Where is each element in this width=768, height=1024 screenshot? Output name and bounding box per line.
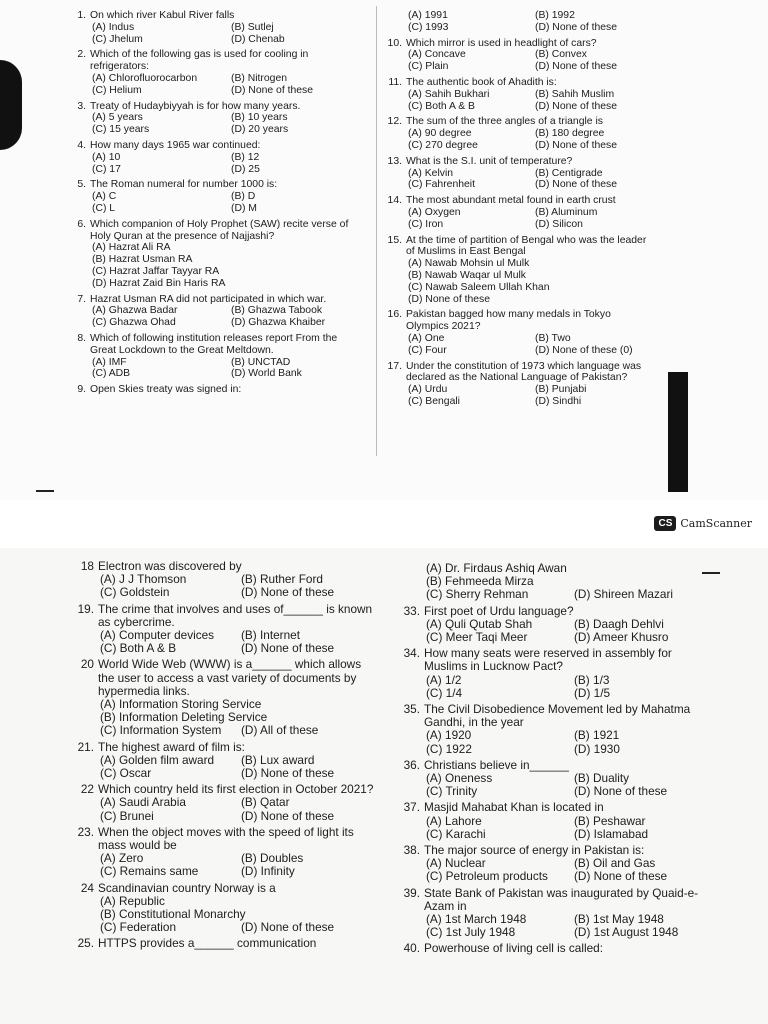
- question-item: [68, 333, 364, 380]
- answer-option: (B) Convex: [535, 49, 587, 61]
- question-item: [68, 140, 364, 175]
- question-text: State Bank of Pakistan was inaugurated by Quaid-e-Azam in: [424, 885, 699, 913]
- answer-option: (B) Constitutional Monarchy: [100, 907, 246, 922]
- answer-option: (D) None of these: [574, 869, 668, 884]
- answer-option: (B) 1921: [574, 728, 620, 743]
- answer-option: (D) Hazrat Zaid Bin Haris RA: [92, 277, 226, 289]
- answer-option: (A) Concave: [408, 49, 466, 61]
- answer-options: [406, 49, 656, 73]
- answer-options: [406, 384, 656, 408]
- answer-option: (A) One: [408, 332, 445, 344]
- answer-option: (D) None of these (0): [535, 344, 633, 356]
- answer-option: (A) Kelvin: [408, 167, 454, 179]
- answer-options: [424, 815, 716, 841]
- question-text: Which country held its first election in October 2021?: [98, 782, 374, 797]
- answer-option: (C) ADB: [92, 368, 131, 380]
- question-number: 17.: [387, 360, 402, 372]
- answer-option: (D) 25: [231, 163, 260, 175]
- question-number: 11.: [388, 76, 402, 88]
- question-number: 35.: [403, 702, 420, 717]
- answer-options: [424, 562, 716, 602]
- answer-option: (C) 270 degree: [408, 139, 478, 151]
- answer-options: [90, 112, 364, 136]
- question-text: Which companion of Holy Prophet (SAW) recite verse of Holy Quran at the presence of Najjashi?: [90, 218, 349, 242]
- answer-options: [424, 857, 716, 883]
- answer-option: (A) Nuclear: [426, 856, 486, 871]
- answer-option: (A) 1st March 1948: [426, 912, 527, 927]
- answer-option: (C) 15 years: [92, 124, 150, 136]
- answer-options: [406, 207, 656, 231]
- answer-option: (C) 17: [92, 163, 121, 175]
- answer-option: (A) Nawab Mohsin ul Mulk: [408, 258, 530, 270]
- scan-mark: [702, 572, 720, 574]
- answer-options: [406, 128, 656, 152]
- question-text: The Roman numeral for number 1000 is:: [90, 179, 278, 191]
- answer-option: (A) Saudi Arabia: [100, 795, 186, 810]
- answer-options: [98, 895, 376, 935]
- answer-option: (D) 1st August 1948: [574, 925, 679, 940]
- answer-options: [424, 618, 716, 644]
- answer-option: (D) None of these: [241, 808, 335, 823]
- question-item: [72, 741, 376, 781]
- question-text: The authentic book of Ahadith is:: [406, 76, 557, 88]
- question-item: [384, 38, 656, 73]
- question-number: 21.: [77, 739, 94, 754]
- answer-option: (A) Ghazwa Badar: [92, 305, 178, 317]
- answer-option: (C) Plain: [408, 61, 449, 73]
- answer-options: [98, 852, 376, 878]
- answer-options: [406, 89, 656, 113]
- question-number: 14.: [387, 195, 402, 207]
- answer-option: (C) Nawab Saleem Ullah Khan: [408, 281, 550, 293]
- answer-option: (D) Chenab: [231, 33, 285, 45]
- answer-option: (A) Chlorofluorocarbon: [92, 72, 198, 84]
- question-number: 13.: [387, 155, 402, 167]
- answer-options: [90, 73, 364, 97]
- question-text: Powerhouse of living cell is called:: [424, 941, 604, 956]
- question-text: The major source of energy in Pakistan is:: [424, 843, 645, 858]
- answer-option: (B) 12: [231, 151, 260, 163]
- answer-options: [406, 10, 656, 34]
- question-item: [384, 156, 656, 191]
- question-item: [398, 605, 716, 645]
- answer-option: (B) Daagh Dehlvi: [574, 616, 664, 631]
- question-number: 2.: [77, 49, 86, 61]
- left-question-column: [72, 560, 376, 954]
- question-item: [398, 942, 716, 955]
- answer-option: (D) M: [231, 202, 257, 214]
- answer-option: (B) Information Deleting Service: [100, 710, 268, 725]
- scan-shadow: [668, 372, 688, 492]
- answer-option: (C) Helium: [92, 84, 142, 96]
- answer-options: [424, 772, 716, 798]
- answer-option: (C) Bengali: [408, 395, 460, 407]
- answer-option: (D) Ghazwa Khaiber: [231, 317, 326, 329]
- answer-option: (B) Punjabi: [535, 384, 587, 396]
- answer-option: (A) Dr. Firdaus Ashiq Awan: [426, 561, 567, 575]
- question-item: [72, 826, 376, 879]
- answer-option: (B) UNCTAD: [231, 356, 291, 368]
- answer-option: (A) Oneness: [426, 771, 493, 786]
- answer-option: (A) Quli Qutab Shah: [426, 616, 533, 631]
- answer-option: (D) Silicon: [535, 218, 583, 230]
- answer-option: (B) Aluminum: [535, 206, 598, 218]
- question-item: [72, 882, 376, 935]
- answer-option: (B) Qatar: [241, 795, 290, 810]
- question-text: How many seats were reserved in assembly for Muslims in Lucknow Pact?: [424, 646, 672, 674]
- answer-option: (C) L: [92, 202, 116, 214]
- answer-options: [90, 242, 364, 289]
- answer-option: (A) Urdu: [408, 384, 448, 396]
- question-number: 36.: [403, 757, 420, 772]
- answer-option: (C) 1/4: [426, 685, 463, 700]
- answer-option: (B) Sutlej: [231, 21, 274, 33]
- question-number: 20: [80, 657, 94, 672]
- answer-option: (D) None of these: [535, 139, 618, 151]
- page-gap: [0, 500, 768, 548]
- question-number: 3.: [77, 100, 86, 112]
- answer-option: (C) Information System: [100, 723, 222, 738]
- question-number: 24: [80, 880, 94, 895]
- answer-option: (C) Fahrenheit: [408, 179, 475, 191]
- answer-option: (A) IMF: [92, 356, 127, 368]
- question-number: 1.: [77, 10, 86, 21]
- answer-option: (D) None of these: [535, 179, 618, 191]
- answer-option: (D) None of these: [241, 920, 335, 935]
- answer-option: (D) 20 years: [231, 124, 289, 136]
- answer-option: (A) Sahih Bukhari: [408, 88, 490, 100]
- answer-option: (C) Jhelum: [92, 33, 143, 45]
- question-text: The Civil Disobedience Movement led by Mahatma Gandhi, in the year: [424, 702, 691, 730]
- question-item: [398, 844, 716, 884]
- scan-mark: [36, 490, 54, 492]
- question-text: The sum of the three angles of a triangle is: [406, 116, 603, 128]
- answer-option: (D) Sindhi: [535, 395, 582, 407]
- question-item: [384, 77, 656, 112]
- answer-option: (A) 1991: [408, 10, 448, 21]
- question-text: How many days 1965 war continued:: [90, 139, 261, 151]
- question-item: [384, 361, 656, 408]
- question-number: 9.: [77, 384, 86, 396]
- question-item: [398, 759, 716, 799]
- answer-options: [406, 258, 656, 305]
- question-text: Open Skies treaty was signed in:: [90, 384, 242, 396]
- answer-option: (B) 1992: [535, 10, 575, 21]
- question-item: [72, 658, 376, 737]
- answer-option: (B) Two: [535, 332, 571, 344]
- answer-option: (D) All of these: [241, 723, 319, 738]
- answer-option: (D) Islamabad: [574, 826, 649, 841]
- left-question-column: [68, 10, 364, 400]
- question-text: First poet of Urdu language?: [424, 603, 574, 618]
- question-text: The highest award of film is:: [98, 739, 245, 754]
- question-text: Under the constitution of 1973 which language was declared as the National Language of Pakistan?: [406, 360, 642, 384]
- answer-option: (D) Ameer Khusro: [574, 630, 669, 645]
- answer-option: (D) 1930: [574, 741, 620, 756]
- question-text: Treaty of Hudaybiyyah is for how many years.: [90, 100, 301, 112]
- camscanner-watermark: [654, 516, 752, 531]
- question-number: 12.: [387, 116, 402, 128]
- answer-option: (B) Duality: [574, 771, 630, 786]
- answer-option: (A) Golden film award: [100, 752, 215, 767]
- answer-option: (A) Lahore: [426, 813, 482, 828]
- question-number: 23.: [77, 824, 94, 839]
- answer-option: (A) J J Thomson: [100, 572, 187, 587]
- question-item: [68, 49, 364, 96]
- question-text: The crime that involves and uses of______ is known as cybercrime.: [98, 601, 373, 629]
- question-item: [72, 603, 376, 656]
- question-number: 40.: [403, 941, 420, 956]
- answer-option: (D) None of these: [241, 585, 335, 600]
- answer-option: (D) World Bank: [231, 368, 302, 380]
- answer-option: (C) Both A & B: [408, 100, 475, 112]
- answer-options: [424, 913, 716, 939]
- scanned-page-top: [0, 0, 768, 500]
- answer-option: (B) Centigrade: [535, 167, 603, 179]
- answer-options: [98, 629, 376, 655]
- answer-option: (A) Zero: [100, 851, 144, 866]
- answer-option: (A) Computer devices: [100, 628, 215, 643]
- answer-option: (B) Doubles: [241, 851, 304, 866]
- answer-option: (A) 90 degree: [408, 128, 472, 140]
- question-number: 7.: [77, 293, 86, 305]
- question-item: [72, 783, 376, 823]
- answer-option: (B) Lux award: [241, 752, 315, 767]
- question-text: At the time of partition of Bengal who was the leader of Muslims in East Bengal: [406, 234, 647, 258]
- answer-option: (A) 5 years: [92, 112, 143, 124]
- question-number: 37.: [403, 800, 420, 815]
- answer-option: (A) 10: [92, 151, 121, 163]
- column-divider: [376, 6, 377, 456]
- question-number: 15.: [387, 234, 402, 246]
- answer-option: (D) 1/5: [574, 685, 611, 700]
- question-text: On which river Kabul River falls: [90, 10, 235, 21]
- answer-option: (D) None of these: [535, 21, 618, 33]
- answer-option: (C) Brunei: [100, 808, 154, 823]
- question-item: [398, 562, 716, 602]
- question-item: [384, 309, 656, 356]
- right-question-column: [398, 562, 716, 959]
- question-number: 5.: [77, 179, 86, 191]
- answer-option: (C) Goldstein: [100, 585, 170, 600]
- answer-options: [424, 674, 716, 700]
- answer-option: (C) 1993: [408, 21, 449, 33]
- question-text: Electron was discovered by: [98, 559, 242, 573]
- question-text: Which of following institution releases report From the Great Lockdown to the Great Meltdown.: [90, 332, 338, 356]
- answer-option: (D) None of these: [574, 784, 668, 799]
- answer-options: [98, 573, 376, 599]
- answer-option: (D) None of these: [535, 100, 618, 112]
- answer-option: (A) Oxygen: [408, 206, 461, 218]
- answer-option: (C) Iron: [408, 218, 444, 230]
- scan-shadow: [0, 60, 22, 150]
- question-item: [398, 887, 716, 940]
- answer-options: [406, 333, 656, 357]
- question-number: 25.: [77, 936, 94, 951]
- question-item: [68, 179, 364, 214]
- question-item: [68, 294, 364, 329]
- question-number: 6.: [77, 218, 86, 230]
- answer-options: [98, 698, 376, 738]
- answer-option: (B) Peshawar: [574, 813, 646, 828]
- answer-option: (C) Four: [408, 344, 447, 356]
- question-number: 33.: [403, 603, 420, 618]
- question-number: 19.: [77, 601, 94, 616]
- question-item: [68, 10, 364, 45]
- question-item: [384, 10, 656, 34]
- question-item: [68, 101, 364, 136]
- question-item: [384, 116, 656, 151]
- question-item: [398, 647, 716, 700]
- question-number: 8.: [77, 332, 86, 344]
- answer-option: (A) 1920: [426, 728, 472, 743]
- answer-option: (C) Remains same: [100, 864, 199, 879]
- question-number: 39.: [403, 885, 420, 900]
- answer-option: (C) Hazrat Jaffar Tayyar RA: [92, 265, 220, 277]
- answer-option: (B) Oil and Gas: [574, 856, 656, 871]
- answer-option: (B) Internet: [241, 628, 301, 643]
- question-item: [72, 937, 376, 950]
- answer-option: (C) Petroleum products: [426, 869, 548, 884]
- answer-option: (A) 1/2: [426, 672, 462, 687]
- question-item: [398, 801, 716, 841]
- answer-option: (B) Ruther Ford: [241, 572, 323, 587]
- question-number: 38.: [403, 843, 420, 858]
- answer-options: [98, 796, 376, 822]
- question-text: Which of the following gas is used for cooling in refrigerators:: [90, 49, 309, 73]
- question-text: The most abundant metal found in earth crust: [406, 195, 616, 207]
- question-text: Christians believe in______: [424, 757, 569, 772]
- answer-option: (C) Both A & B: [100, 641, 177, 656]
- question-item: [384, 195, 656, 230]
- answer-option: (A) Information Storing Service: [100, 697, 262, 712]
- answer-option: (C) Karachi: [426, 826, 486, 841]
- question-item: [72, 560, 376, 600]
- answer-option: (D) None of these: [408, 293, 491, 305]
- answer-option: (B) Hazrat Usman RA: [92, 254, 193, 266]
- answer-options: [90, 22, 364, 46]
- question-number: 34.: [403, 646, 420, 661]
- answer-option: (B) Nawab Waqar ul Mulk: [408, 269, 526, 281]
- question-text: What is the S.I. unit of temperature?: [406, 155, 573, 167]
- answer-option: (B) D: [231, 191, 256, 203]
- question-item: [68, 384, 364, 396]
- answer-option: (D) Infinity: [241, 864, 295, 879]
- answer-option: (B) Sahih Muslim: [535, 88, 615, 100]
- question-number: 4.: [77, 139, 86, 151]
- answer-option: (B) 10 years: [231, 112, 288, 124]
- answer-option: (D) Shireen Mazari: [574, 587, 673, 602]
- question-text: When the object moves with the speed of light its mass would be: [98, 824, 354, 853]
- answer-option: (A) Indus: [92, 21, 135, 33]
- answer-option: (B) Fehmeeda Mirza: [426, 574, 534, 589]
- question-number: 18: [80, 559, 94, 573]
- answer-option: (C) 1st July 1948: [426, 925, 516, 940]
- answer-option: (D) None of these: [241, 641, 335, 656]
- answer-option: (D) None of these: [241, 766, 335, 781]
- answer-option: (C) Sherry Rehman: [426, 587, 529, 602]
- question-text: HTTPS provides a______ communication: [98, 936, 317, 951]
- answer-options: [90, 305, 364, 329]
- question-item: [398, 703, 716, 756]
- answer-option: (B) 180 degree: [535, 128, 605, 140]
- answer-option: (D) None of these: [231, 84, 314, 96]
- camscanner-logo-icon: CS: [654, 516, 676, 531]
- answer-options: [90, 357, 364, 381]
- answer-options: [424, 729, 716, 755]
- answer-option: (D) None of these: [535, 61, 618, 73]
- answer-options: [98, 754, 376, 780]
- camscanner-label: CamScanner: [680, 517, 752, 530]
- answer-option: (B) 1st May 1948: [574, 912, 664, 927]
- question-text: World Wide Web (WWW) is a______ which allows the user to access a vast variety of documents by hypermedia links.: [98, 657, 362, 698]
- right-question-column: [384, 10, 656, 412]
- question-text: Hazrat Usman RA did not participated in which war.: [90, 293, 327, 305]
- answer-option: (C) Ghazwa Ohad: [92, 317, 176, 329]
- question-text: Masjid Mahabat Khan is located in: [424, 800, 604, 815]
- question-number: 10.: [387, 37, 402, 49]
- answer-option: (A) C: [92, 191, 117, 203]
- answer-option: (C) Meer Taqi Meer: [426, 630, 528, 645]
- answer-options: [406, 168, 656, 192]
- question-number: 16.: [387, 309, 402, 321]
- answer-option: (C) 1922: [426, 741, 472, 756]
- scanned-page-bottom: [0, 548, 768, 1024]
- answer-option: (C) Federation: [100, 920, 177, 935]
- question-text: Which mirror is used in headlight of cars?: [406, 37, 597, 49]
- answer-option: (A) Republic: [100, 893, 165, 908]
- question-item: [384, 235, 656, 306]
- question-text: Scandinavian country Norway is a: [98, 880, 276, 895]
- answer-option: (B) 1/3: [574, 672, 610, 687]
- question-text: Pakistan bagged how many medals in Tokyo Olympics 2021?: [406, 309, 611, 333]
- answer-option: (C) Trinity: [426, 784, 478, 799]
- answer-option: (A) Hazrat Ali RA: [92, 242, 171, 254]
- answer-option: (C) Oscar: [100, 766, 152, 781]
- answer-options: [90, 152, 364, 176]
- answer-option: (B) Nitrogen: [231, 72, 288, 84]
- answer-options: [90, 191, 364, 215]
- question-item: [68, 219, 364, 290]
- answer-option: (B) Ghazwa Tabook: [231, 305, 323, 317]
- question-number: 22: [80, 782, 94, 797]
